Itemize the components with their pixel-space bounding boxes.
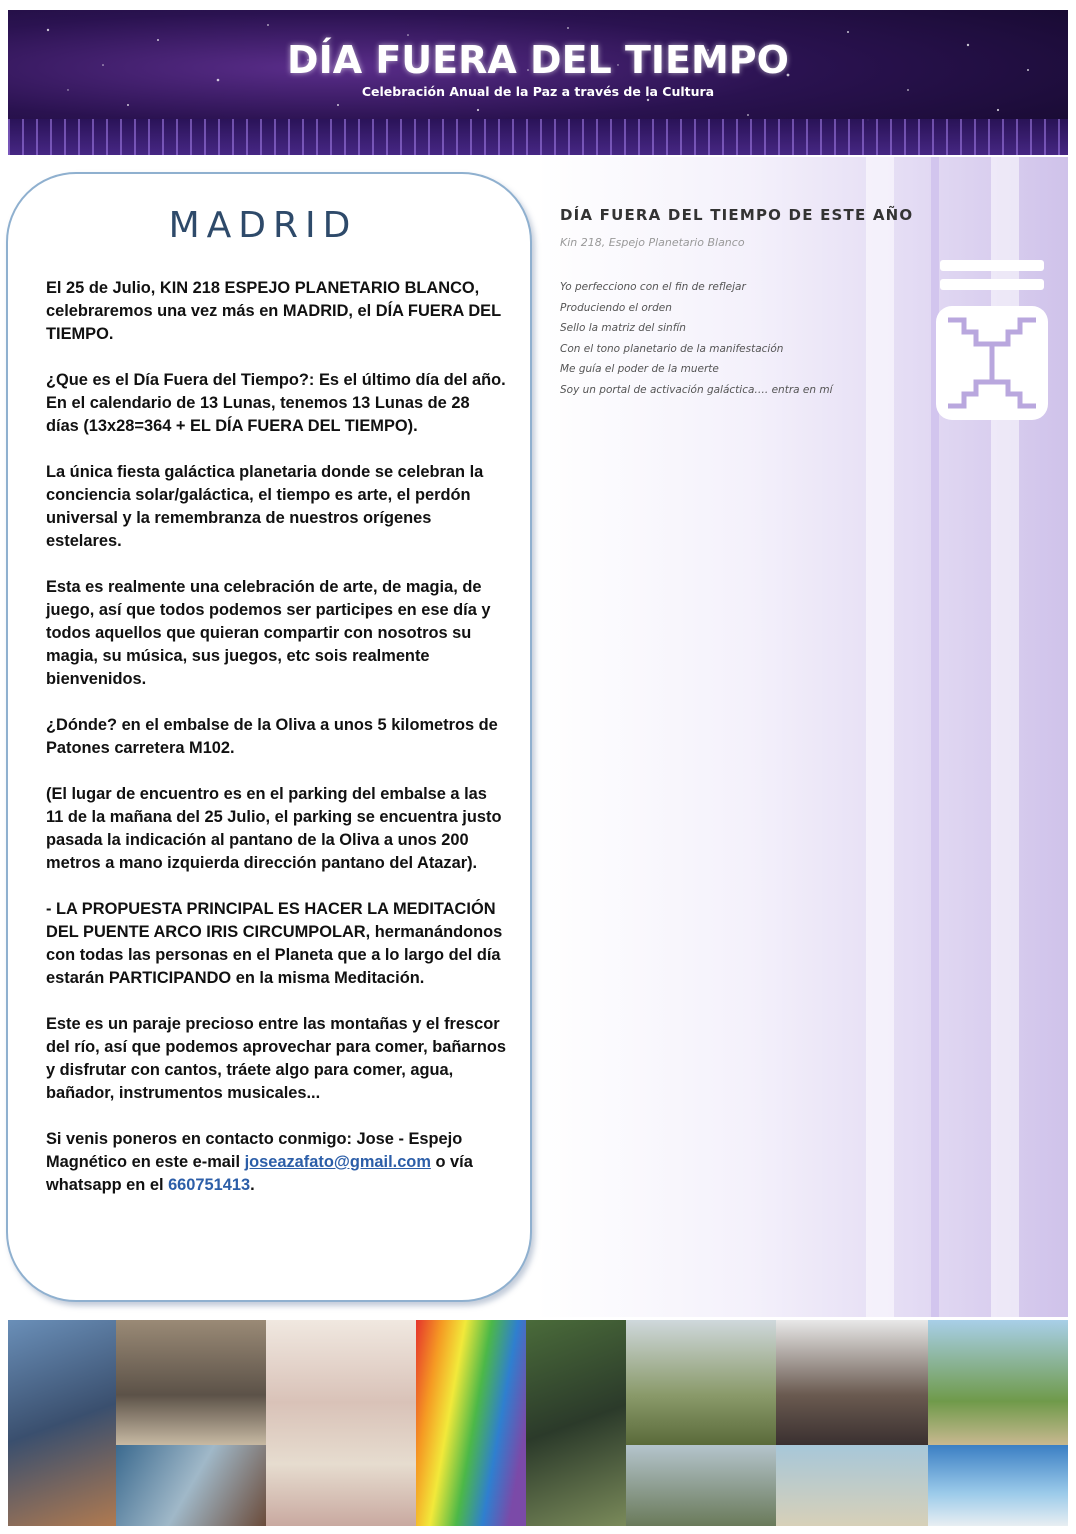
paragraph: - LA PROPUESTA PRINCIPAL ES HACER LA MEDITACIÓN DEL PUENTE ARCO IRIS CIRCUMPOLAR, hermanándonos con todas las personas en el Planeta que a lo largo del día estarán PARTICIPANDO en la misma Meditación. (46, 900, 503, 987)
photo-tile (116, 1445, 266, 1526)
contact-text: . (250, 1176, 255, 1194)
affirmation-line: Yo perfecciono con el fin de reflejar (560, 281, 746, 293)
photo-tile (8, 1320, 116, 1526)
affirmation-line: Con el tono planetario de la manifestación (560, 342, 784, 355)
paragraph: ¿Dónde? en el embalse de la Oliva a unos 5 kilometros de Patones carretera M102. (46, 716, 498, 757)
right-subtitle: Kin 218, Espejo Planetario Blanco (560, 236, 745, 249)
header-banner (8, 10, 1068, 155)
photo-tile (776, 1445, 928, 1526)
photo-tile (626, 1445, 776, 1526)
photo-tile (928, 1445, 1068, 1526)
city-title: MADRID (168, 205, 358, 246)
contact-text: Si venis poneros en contacto conmigo: Jose - Espejo Magnético en este e-mail (46, 1130, 463, 1171)
photo-collage (8, 1320, 1068, 1526)
banner-title: DÍA FUERA DEL TIEMPO (287, 38, 789, 82)
phone-number: 660751413 (168, 1176, 251, 1194)
photo-tile (266, 1320, 416, 1526)
affirmation-line: Produciendo el orden (560, 301, 672, 314)
contact-text: o vía whatsapp en el (46, 1153, 473, 1194)
affirmation-line: Soy un portal de activación galáctica…. entra en mí (560, 383, 833, 396)
paragraph: (El lugar de encuentro es en el parking del embalse a las 11 de la mañana del 25 Julio, el parking se encuentra justo pasada la indicación al pantano de la Oliva a unos 200 metros a mano izquierda dirección pantano del Atazar). (46, 785, 502, 872)
paragraph: ¿Que es el Día Fuera del Tiempo?: Es el último día del año. En el calendario de 13 Lunas, tenemos 13 Lunas de 28 días (13x28=364 + EL DÍA FUERA DEL TIEMPO). (46, 371, 506, 435)
right-title: DÍA FUERA DEL TIEMPO DE ESTE AÑO (560, 206, 914, 224)
event-description (46, 277, 506, 1220)
affirmation-line: Me guía el poder de la muerte (560, 363, 719, 376)
contact-paragraph (46, 1128, 506, 1197)
banner-subtitle: Celebración Anual de la Paz a través de la Cultura (361, 84, 715, 99)
paragraph: Este es un paraje precioso entre las montañas y el frescor del río, así que podemos aprovechar para comer, bañarnos y disfrutar con cantos, tráete algo para comer, agua, bañador, instrumentos musicales... (46, 1015, 507, 1102)
mirror-glyph-icon (934, 258, 1050, 423)
paragraph: Esta es realmente una celebración de arte, de magia, de juego, así que todos podemos ser participes en ese día y todos aquellos que quieran compartir con nosotros su magia, su música, sus juegos, etc sois realmente bienvenidos. (46, 578, 491, 688)
photo-tile (626, 1320, 776, 1445)
affirmation-lines (560, 277, 833, 401)
photo-tile (526, 1320, 626, 1526)
photo-tile (116, 1320, 266, 1445)
photo-tile (416, 1320, 526, 1526)
photo-tile (776, 1320, 928, 1445)
photo-tile (928, 1320, 1068, 1445)
affirmation-line: Sello la matriz del sinfín (560, 322, 686, 335)
paragraph: El 25 de Julio, KIN 218 ESPEJO PLANETARIO BLANCO, celebraremos una vez más en MADRID, el DÍA FUERA DEL TIEMPO. (46, 279, 501, 343)
paragraph: La única fiesta galáctica planetaria donde se celebran la conciencia solar/galáctica, el tiempo es arte, el perdón universal y la remembranza de nuestros orígenes estelares. (46, 463, 484, 550)
light-beam (866, 157, 894, 1317)
email-link[interactable]: joseazafato@gmail.com (244, 1153, 431, 1171)
banner-pattern (8, 119, 1068, 155)
